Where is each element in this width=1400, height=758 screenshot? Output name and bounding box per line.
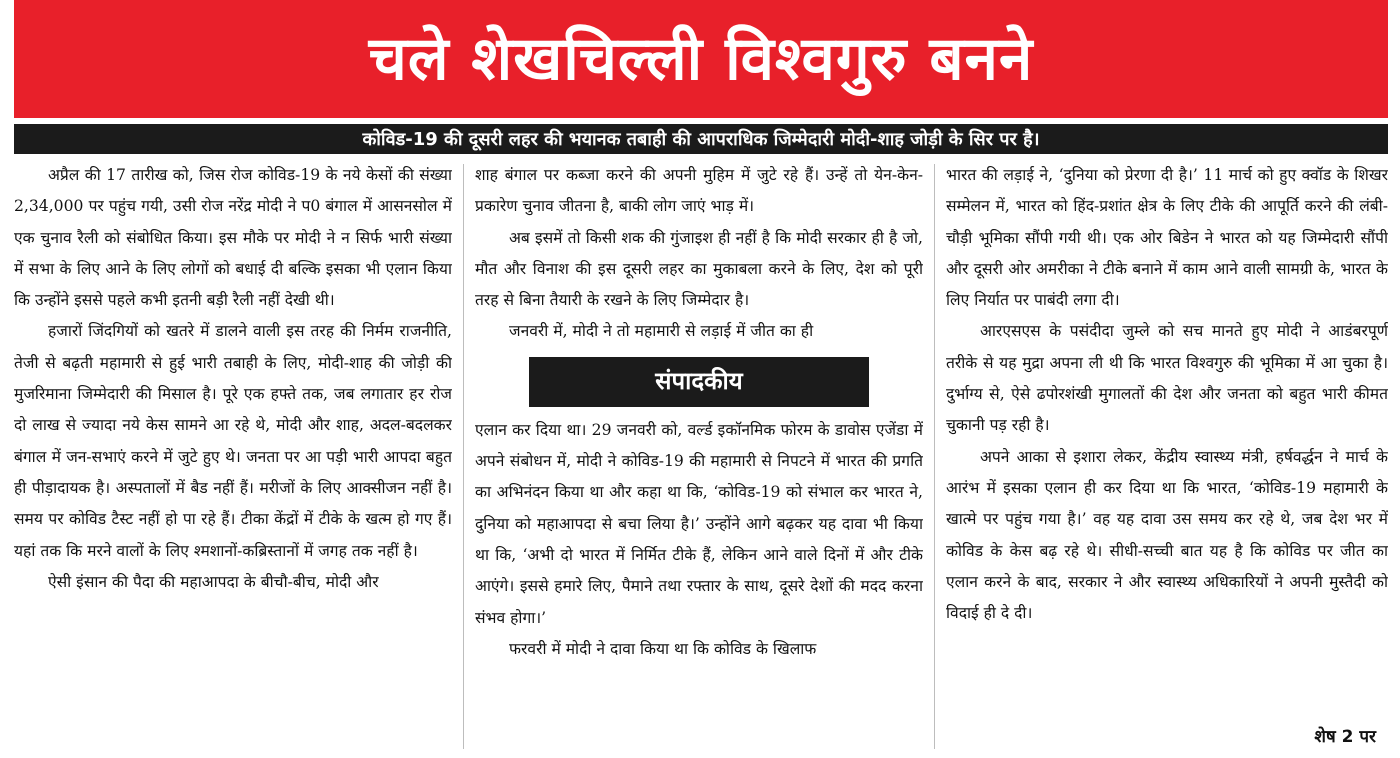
- paragraph: फरवरी में मोदी ने दावा किया था कि कोविड के खिलाफ: [509, 639, 817, 658]
- column-divider: [934, 164, 935, 749]
- subheadline: कोविड-19 की दूसरी लहर की भयानक तबाही की आपराधिक जिम्मेदारी मोदी-शाह जोड़ी के सिर पर है।: [362, 129, 1040, 150]
- paragraph: अपने आका से इशारा लेकर, केंद्रीय स्वास्थ्य मंत्री, हर्षवर्द्धन ने मार्च के आरंभ में इसका एलान ही कर दिया था कि भारत, ‘कोविड-19 महामारी के खात्मे पर पहुंच गया है।’ वह यह दावा उस समय कर रहे थे, जब देश भर में कोविड के केस बढ़ रहे थे। सीधी-सच्ची बात यह है कि कोविड पर जीत का एलान करने के बाद, सरकार ने और स्वास्थ्य अधिकारियों ने अपनी मुस्तैदी को विदाई ही दे दी।: [946, 447, 1388, 623]
- column-divider: [463, 164, 464, 749]
- continued-on-page-label: शेष 2 पर: [1314, 727, 1376, 747]
- paragraph: आरएसएस के पसंदीदा जुम्ले को सच मानते हुए मोदी ने आडंबरपूर्ण तरीके से यह मुद्रा अपना ली थी कि भारत विश्वगुरु की भूमिका में आ चुका है। दुर्भाग्य से, ऐसे ढपोरशंखी मुगालतों की देश और जनता को बहुत भारी कीमत चुकानी पड़ रही है।: [946, 322, 1388, 435]
- editorial-label: संपादकीय: [529, 357, 869, 407]
- paragraph: हजारों जिंदगियों को खतरे में डालने वाली इस तरह की निर्मम राजनीति, तेजी से बढ़ती महामारी से हुई भारी तबाही के लिए, मोदी-शाह की जोड़ी की मुजरिमाना जिम्मेदारी की मिसाल है। पूरे एक हफ्ते तक, जब लगातार हर रोज दो लाख से ज्यादा नये केस सामने आ रहे थे, मोदी और शाह, अदल-बदलकर बंगाल में जन-सभाएं करने में जुटे हुए थे। जनता पर आ पड़ी भारी आपदा बहुत ही पीड़ादायक है। अस्पतालों में बैड नहीं हैं। मरीजों के लिए आक्सीजन नहीं है। समय पर कोविड टैस्ट नहीं हो पा रहे हैं। टीका केंद्रों में टीके के खत्म हो गए हैं। यहां तक कि मरने वालों के लिए श्मशानों-कब्रिस्तानों में जगह तक नहीं है।: [14, 322, 452, 560]
- subheadline-band: [14, 124, 1388, 154]
- headline: चले शेखचिल्ली विश्वगुरु बनने: [368, 24, 1034, 94]
- paragraph: भारत की लड़ाई ने, ‘दुनिया को प्रेरणा दी है।’ 11 मार्च को हुए क्वॉड के शिखर सम्मेलन में, भारत को हिंद-प्रशांत क्षेत्र के लिए टीके की आपूर्ति करने की लंबी-चौड़ी भूमिका सौंपी गयी थी। एक ओर बिडेन ने भारत को यह जिम्मेदारी सौंपी और दूसरी ओर अमरीका ने टीके बनाने में काम आने वाली सामग्री के, भारत के लिए निर्यात पर पाबंदी लगा दी।: [946, 166, 1388, 310]
- paragraph: जनवरी में, मोदी ने तो महामारी से लड़ाई में जीत का ही: [509, 322, 814, 341]
- paragraph: अब इसमें तो किसी शक की गुंजाइश ही नहीं है कि मोदी सरकार ही है जो, मौत और विनाश की इस दूसरी लहर का मुकाबला करने के लिए, देश को पूरी तरह से बिना तैयारी के रखने के लिए जिम्मेदार है।: [475, 228, 923, 310]
- article-column-3: [946, 160, 1388, 750]
- article-column-1: [14, 160, 452, 750]
- paragraph: शाह बंगाल पर कब्जा करने की अपनी मुहिम में जुटे रहे हैं। उन्हें तो येन-केन-प्रकारेण चुनाव जीतना है, बाकी लोग जाएं भाड़ में।: [475, 166, 923, 216]
- paragraph: अप्रैल की 17 तारीख को, जिस रोज कोविड-19 के नये केसों की संख्या 2,34,000 पर पहुंच गयी, उसी रोज नरेंद्र मोदी ने प0 बंगाल में आसनसोल में एक चुनाव रैली को संबोधित किया। इस मौके पर मोदी ने न सिर्फ भारी संख्या में सभा के लिए आने के लिए लोगों को बधाई दी बल्कि इसका भी एलान किया कि उन्होंने इससे पहले कभी इतनी बड़ी रैली नहीं देखी थी।: [14, 166, 452, 310]
- article-column-2: [475, 160, 923, 750]
- paragraph: एलान कर दिया था। 29 जनवरी को, वर्ल्ड इकॉनमिक फोरम के डावोस एजेंडा में अपने संबोधन में, मोदी ने कोविड-19 की महामारी से निपटने में भारत की प्रगति का अभिनंदन किया था और कहा था कि, ‘कोविड-19 को संभाल कर भारत ने, दुनिया को महाआपदा से बचा लिया है।’ उन्होंने आगे बढ़कर यह दावा भी किया था कि, ‘अभी दो भारत में निर्मित टीके हैं, लेकिन आने वाले दिनों में और टीके आएंगे। इससे हमारे लिए, पैमाने तथा रफ्तार के साथ, दूसरे देशों की मदद करना संभव होगा।’: [475, 420, 923, 627]
- paragraph: ऐसी इंसान की पैदा की महाआपदा के बीचौ-बीच, मोदी और: [48, 572, 379, 591]
- headline-band: [14, 0, 1388, 118]
